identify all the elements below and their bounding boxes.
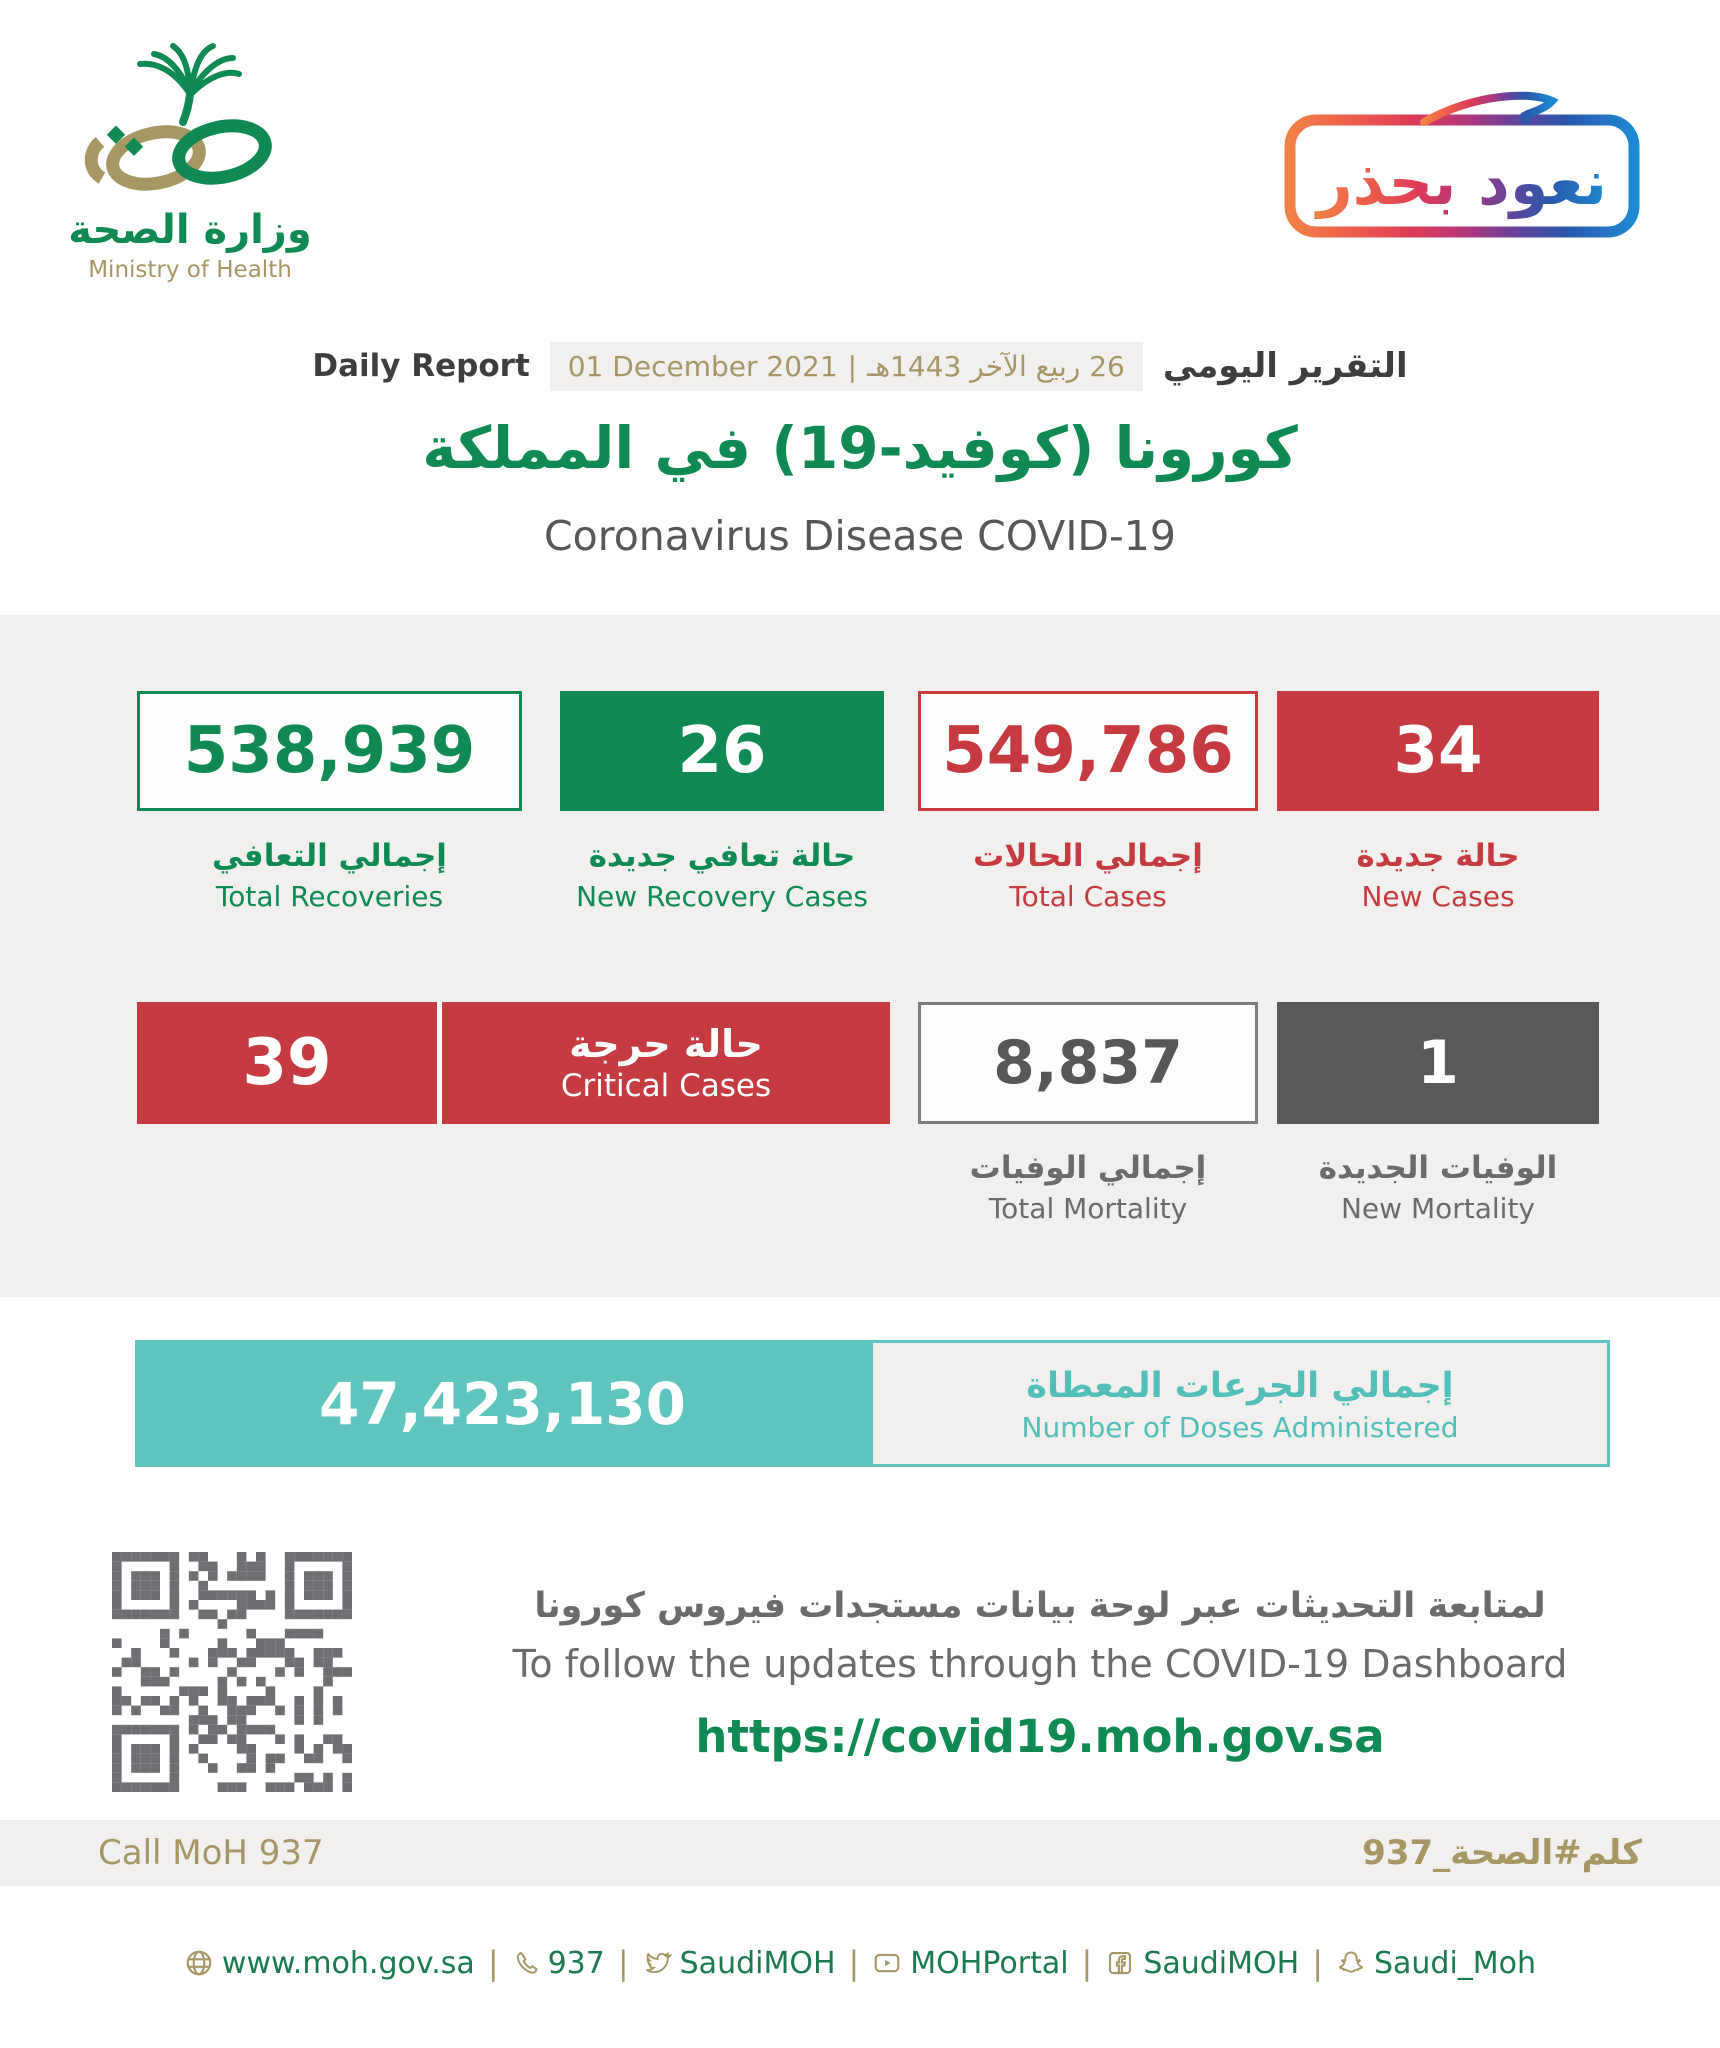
total-recoveries-value: 538,939 — [183, 714, 476, 788]
page-title-english: Coronavirus Disease COVID-19 — [544, 512, 1176, 560]
critical-cases-box — [137, 1002, 437, 1124]
footer-separator: | — [487, 1944, 499, 1982]
facebook-icon — [1105, 1948, 1135, 1978]
total-mortality-label-ar: إجمالي الوفيات — [969, 1150, 1207, 1186]
phone-icon — [512, 1949, 540, 1977]
new-cases-label-en: New Cases — [1361, 880, 1515, 913]
footer-separator: | — [1312, 1944, 1323, 1982]
total-cases-label-ar: إجمالي الحالات — [973, 838, 1203, 874]
statistics-section — [0, 615, 1720, 1297]
dashboard-line-en: To follow the updates through the COVID-19 Dashboard — [512, 1642, 1568, 1686]
new-recovery-cases-box — [560, 691, 884, 811]
youtube-icon — [872, 1948, 902, 1978]
new-mortality-value: 1 — [1417, 1028, 1459, 1098]
new-mortality-label — [1277, 1145, 1599, 1227]
report-date-ar: 26 ربيع الآخر 1443هـ — [867, 349, 1125, 383]
daily-report-label-en: Daily Report — [312, 348, 530, 384]
call-moh-hashtag-ar: كلم#الصحة_937 — [1362, 1833, 1642, 1873]
moh-logo — [55, 36, 325, 286]
total-mortality-label — [918, 1145, 1258, 1227]
daily-report-label-ar: التقرير اليومي — [1162, 346, 1408, 386]
new-recovery-cases-value: 26 — [677, 714, 767, 788]
new-recovery-cases-label — [560, 833, 884, 915]
new-recovery-cases-label-ar: حالة تعافي جديدة — [588, 838, 856, 874]
footer-separator: | — [617, 1944, 629, 1982]
footer-phone-label: 937 — [547, 1945, 605, 1981]
dashboard-info — [460, 1580, 1620, 1763]
new-cases-label-ar: حالة جديدة — [1356, 838, 1520, 874]
total-cases-value: 549,786 — [942, 714, 1234, 788]
report-date-chip — [550, 342, 1143, 391]
footer-twitter-label: SaudiMOH — [679, 1945, 836, 1981]
total-mortality-label-en: Total Mortality — [988, 1192, 1188, 1225]
critical-cases-label-en: Critical Cases — [560, 1068, 772, 1104]
total-recoveries-label-en: Total Recoveries — [215, 880, 444, 913]
critical-cases-label-box — [437, 1002, 890, 1124]
new-mortality-label-en: New Mortality — [1340, 1192, 1536, 1225]
footer-separator: | — [848, 1944, 860, 1982]
footer-social-row — [0, 1944, 1720, 1982]
twitter-icon — [642, 1948, 672, 1978]
logo-english-name: Ministry of Health — [88, 257, 292, 283]
footer-link-twitter[interactable] — [642, 1946, 836, 1981]
total-cases-label — [918, 833, 1258, 915]
total-cases-label-en: Total Cases — [1009, 880, 1167, 913]
new-cases-label — [1277, 833, 1599, 915]
new-cases-value: 34 — [1393, 714, 1483, 788]
logo-arabic-name: وزارة الصحة — [68, 207, 312, 253]
return-with-caution-badge — [1282, 88, 1642, 238]
badge-text: نعود بحذر — [1316, 146, 1608, 219]
new-mortality-label-ar: الوفيات الجديدة — [1318, 1150, 1558, 1186]
total-cases-box — [918, 691, 1258, 811]
doses-value: 47,423,130 — [135, 1340, 870, 1467]
globe-icon — [184, 1948, 214, 1978]
footer-link-facebook[interactable] — [1105, 1946, 1299, 1981]
doses-label-ar: إجمالي الجرعات المعطاة — [1026, 1365, 1454, 1406]
footer-website-label: www.moh.gov.sa — [221, 1945, 475, 1981]
report-date-en: 01 December 2021 — [567, 349, 838, 383]
doses-administered-bar — [135, 1340, 1610, 1467]
footer-separator: | — [1081, 1944, 1093, 1982]
total-mortality-box — [918, 1002, 1258, 1124]
critical-cases-value: 39 — [242, 1026, 332, 1100]
new-mortality-box — [1277, 1002, 1599, 1124]
dashboard-line-ar: لمتابعة التحديثات عبر لوحة بيانات مستجدات فيروس كورونا — [534, 1586, 1546, 1626]
footer-link-phone[interactable] — [512, 1946, 605, 1981]
qr-code — [112, 1552, 352, 1792]
footer-link-website[interactable] — [184, 1946, 475, 1981]
new-cases-box — [1277, 691, 1599, 811]
report-heading-row — [0, 336, 1720, 396]
dashboard-url-link[interactable]: https://covid19.moh.gov.sa — [695, 1710, 1385, 1763]
footer-snapchat-label: Saudi_Moh — [1373, 1945, 1537, 1981]
call-moh-english: Call MoH 937 — [98, 1833, 324, 1873]
footer-youtube-label: MOHPortal — [910, 1945, 1069, 1981]
total-recoveries-box — [137, 691, 522, 811]
call-moh-band — [0, 1820, 1720, 1886]
total-recoveries-label — [137, 833, 522, 915]
page-title-arabic: كورونا (كوفيد-19) في المملكة — [422, 414, 1298, 482]
doses-label-en: Number of Doses Administered — [1021, 1410, 1459, 1444]
critical-cases-label-ar: حالة حرجة — [569, 1022, 763, 1066]
snapchat-icon — [1336, 1948, 1366, 1978]
footer-link-youtube[interactable] — [872, 1946, 1068, 1981]
total-recoveries-label-ar: إجمالي التعافي — [212, 838, 447, 874]
report-date-separator: | — [847, 349, 858, 383]
footer-link-snapchat[interactable] — [1336, 1946, 1536, 1981]
doses-label — [870, 1340, 1610, 1467]
footer-facebook-label: SaudiMOH — [1143, 1945, 1300, 1981]
moh-logo-emblem — [70, 36, 310, 206]
total-mortality-value: 8,837 — [993, 1028, 1183, 1098]
new-recovery-cases-label-en: New Recovery Cases — [576, 880, 868, 913]
